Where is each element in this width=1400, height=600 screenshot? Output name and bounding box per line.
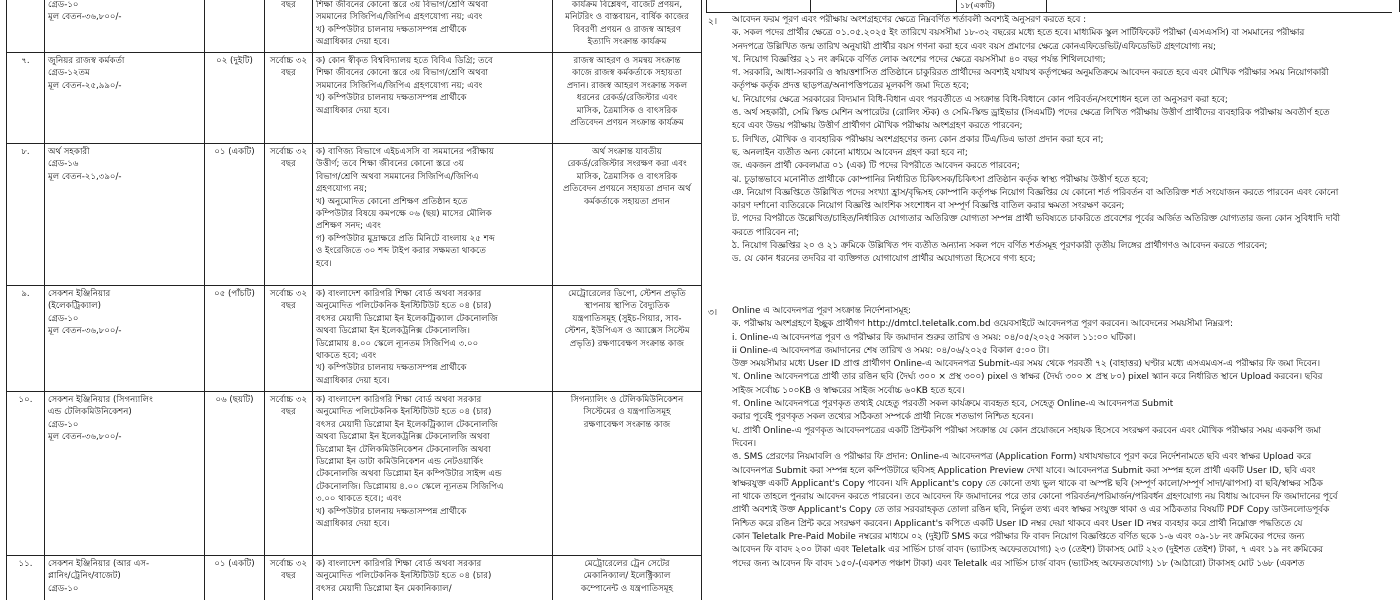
instruction-line: ঙ. SMS প্রেরণের নিয়মাবলি ও পরীক্ষার ফি প্রদান: Online-এ আবেদনপত্র (Application Form) যথাযথভাবে পূরণ করে নির্দেশনামতে ছবি এবং স্বাক্ষর Upload করে <box>732 452 1312 463</box>
qualification-line: কম্পিউটার বিষয়ে কমপক্ষে ০৬ (ছয়) মাসের মৌলিক <box>316 209 492 220</box>
qualification-line: খ) অনুমোদিত কোনো প্রশিক্ষণ প্রতিষ্ঠান হতে <box>316 196 468 207</box>
post-count: ০৫ (পাঁচটি) <box>204 286 264 392</box>
job-duties-line: মাসিক, ত্রৈমাসিক ও বাৎসরিক <box>576 105 678 116</box>
post-count: ০১ (একটি) <box>204 144 264 286</box>
section-3-online-instructions <box>732 305 1394 571</box>
qualification-line: বৎসর মেয়াদী ডিপ্লোমা ইন মেকানিক্যাল/ <box>316 583 452 594</box>
post-name-line: গ্রেড-১০ <box>48 583 79 594</box>
post-name-line: অর্থ সহকারী <box>48 147 90 157</box>
post-count: ০২ (দুইটি) <box>204 53 264 144</box>
age-limit: সর্বোচ্চ ৩২ বছর <box>264 286 312 392</box>
post-name <box>44 392 204 556</box>
instruction-line: গ. Online আবেদনপত্রে পূরণকৃত তথ্যই যেহেতু পরবর্তী সকল কার্যক্রমে ব্যবহৃত হবে, সেহেতু Online-এ আবেদনপত্র Submit <box>732 399 1174 410</box>
instruction-line: ট. পদের বিপরীতে উল্লেখিত/চাহিত/নির্ধারিত যোগ্যতার অতিরিক্ত যোগ্যতা সম্পন্ন প্রার্থী ভবিষ্যতে চাকরিতে প্রবেশের পূর্বের অর্জিত অতিরিক্ত যোগ্যতার জন্য কোন সুবিধাদি দাবী <box>732 214 1341 225</box>
post-name-line: মূল বেতন-২১,৩৯০/- <box>48 171 122 182</box>
job-duties-line: যন্ত্রপাতিসমূহ (সুইচ-গিয়ার, সাব- <box>572 313 682 324</box>
instruction-line: জ. একজন প্রার্থী কেবলমাত্র ০১ (এক) টি পদের বিপরীতে আবেদন করতে পারবেন; <box>732 161 1020 172</box>
job-duties-line: কর্মকর্তাকে সহায়তা প্রদান <box>584 196 670 207</box>
table-cell-count: ১৮(একটি) <box>956 0 1023 12</box>
post-name-line: মূল বেতন-৩৬,৮০০/- <box>48 432 122 443</box>
qualification-line: ক) কোন স্বীকৃত বিশ্ববিদ্যালয় হতে বিবিএ ডিগ্রি; তবে <box>316 56 493 66</box>
instruction-line: প্রার্থী অবশ্যই উক্ত Applicant's Copy তে তার সরবরাহকৃত তোলা রঙিন ছবি, নির্ভুল তথ্য এবং স্বাক্ষর সংযুক্ত থাকা ও এর সঠিকতার বিষয়টি PDF Copy ডাউনলোডপূর্বক <box>732 505 1330 516</box>
qualification-line: থাকতে হবে; এবং <box>316 351 377 362</box>
instruction-line: ছ. অনলাইন ব্যতীত অন্য কোনো মাধ্যমে আবেদন গ্রহণ করা হবে না; <box>732 147 968 158</box>
job-duties-line: প্রদান। রাজস্ব আহরণ সংক্রান্ত সকল <box>566 80 688 91</box>
instruction-line: গ. সরকারি, আধা-সরকারি ও স্বায়ত্তশাসিত প্রতিষ্ঠানে চাকুরিরত প্রার্থীদের অবশ্যই যথাযথ কর্তৃপক্ষের অনুমতিক্রমে আবেদন করতে হবে এবং মৌখিক পরীক্ষার সময় নিয়োগকারী <box>732 68 1329 79</box>
job-duties-line: অর্থ সংক্রান্ত যাবতীয় <box>592 147 662 157</box>
instruction-line: ঙ. অর্থ সহকারী, সেমি স্কিল্ড মেশিন অপারেটর (রোলিং স্টক) ও সেমি-স্কিল্ড ড্রাইভার (সিএমটি) পদের ক্ষেত্রে লিখিত পরীক্ষায় উত্তীর্ণ প্রার্থীদের ব্যবহারিক পরীক্ষায় অবতীর্ণ হতে <box>732 108 1330 119</box>
instruction-line: ঘ. প্রার্থী Online-এ পূরণকৃত আবেদনপত্রের একটি প্রিন্টকপি পরীক্ষা সংক্রান্ত যে কোন প্রয়োজনে সহায়ক হিসেবে সংরক্ষণ করবেন এবং মৌখিক পরীক্ষার সময় এককপি জমা <box>732 425 1321 436</box>
job-duties-line: ইত্যাদি সংক্রান্ত কার্যক্রম <box>587 37 667 48</box>
post-name-line: গ্রেড-১২তম <box>48 68 90 79</box>
age-limit: সর্বোচ্চ ৩২ বছর <box>264 556 312 600</box>
table-row <box>6 143 702 286</box>
table-row <box>6 555 702 600</box>
qualification-line: ডিপ্লোমা ইন ডাটা কমিউনিকেশন এন্ড নেটওয়ার্কিং <box>316 457 484 468</box>
job-duties-line: কার্যক্রম বিশ্লেষণ, বাজেট প্রণয়ন, <box>571 0 683 10</box>
qualification-line: অথবা ডিপ্লোমা ইন ইলেকট্রনিক্স টেকনোলজি অথবা <box>316 432 490 443</box>
instruction-line: পদের জন্য আবেদন ফি বাবদ ১৫০/-(একশত পঞ্চাশ টাকা) এবং Teletalk এর সার্ভিস চার্জ বাবদ (ভ্যাটসহ অফেরতযোগ্য) ১৮ (আঠারো) টাকাসহ মোট ১৬৮ (একশত <box>732 558 1305 569</box>
job-duties-line: স্টেশন, ইউপিএস ও অ্যাক্সেস সিস্টেম <box>564 326 690 337</box>
qualification-line: হবে। <box>316 258 332 269</box>
instructions-column <box>706 0 1400 600</box>
section-number: ৩। <box>708 308 718 318</box>
post-name <box>44 286 204 392</box>
qualification-line: ডিপ্লোমা ইন টেলিকমিউনিকেশন টেকনোলজি অথবা <box>316 444 491 455</box>
qualification-line: অনুমোদিত পলিটেকনিক ইনস্টিটিউট হতে ০৪ (চার) <box>316 301 492 312</box>
serial-number: ১০. <box>6 392 44 556</box>
table-cell <box>706 0 733 12</box>
table-cell <box>810 0 937 12</box>
instruction-line: কারণ দর্শানো ব্যতিরেকে নিয়োগ বিজ্ঞপ্তি আংশিক সংশোধন বা সম্পূর্ণ বিজ্ঞপ্তি বাতিল করার ক্ষমতা সংরক্ষণ করেন; <box>732 201 1125 212</box>
instruction-line: কর্তৃপক্ষ কর্তৃক প্রদত্ত ছাড়পত্র/অনাপত্তিপত্রের মূলকপি জমা দিতে হবে; <box>732 81 970 92</box>
qualification <box>312 286 552 392</box>
qualification-line: ও ইংরেজিতে ৩০ শব্দ টাইপ করার সক্ষমতা থাকতে <box>316 246 486 257</box>
job-duties <box>552 144 702 286</box>
qualification-line: ক) বাংলাদেশ কারিগরি শিক্ষা বোর্ড অথবা সরকার <box>316 289 482 299</box>
post-count <box>204 0 264 53</box>
qualification <box>312 556 552 600</box>
age-limit: সর্বোচ্চ ৩২ বছর <box>264 144 312 286</box>
serial-number: ১১. <box>6 556 44 600</box>
qualification-line: ক) বাণিজ্য বিভাগে এইচএসসি বা সমমানের পরীক্ষায় <box>316 147 494 157</box>
serial-number: ৭. <box>6 53 44 144</box>
qualification-line: অগ্রাধিকার দেয়া হবে। <box>316 105 390 116</box>
post-name <box>44 0 204 53</box>
post-name-line: গ্রেড-১০ <box>48 0 79 10</box>
qualification <box>312 0 552 53</box>
job-duties-line: প্রভৃতি) রক্ষণাবেক্ষণ সংক্রান্ত কাজ <box>569 338 685 349</box>
job-duties-line: প্রতিবেদন প্রণয়ন সংক্রান্ত কার্যক্রম <box>570 118 684 129</box>
qualification-line: সমমানের সিজিপিএ/জিপিএ গ্রহণযোগ্য নয়; এবং <box>316 80 483 91</box>
age-limit: সর্বোচ্চ ৩২ বছর <box>264 53 312 144</box>
job-duties <box>552 286 702 392</box>
instruction-line: সনদপত্রে উল্লিখিত জন্ম তারিখ অনুযায়ী প্রার্থীর বয়স গণনা করা হবে এবং বয়স প্রমাণের ক্ষেত্রে কোনএফিডেভিট/এফিডেভিট গ্রহণযোগ্য নয়; <box>732 41 1217 52</box>
post-name-line: জুনিয়র রাজস্ব কর্মকর্তা <box>48 56 125 66</box>
job-duties-line: কাজে রাজস্ব কর্মকর্তাকে সহায়তা <box>572 68 682 79</box>
instruction-line: খ. নিয়োগ বিজ্ঞপ্তির ২১ নং ক্রমিকে বর্ণিত লোক অংশের পদের ক্ষেত্রে বয়সসীমা ৪০ বছর পর্যন্ত শিথিলযোগ্য; <box>732 54 1106 65</box>
qualification-line: অগ্রাধিকার দেয়া হবে। <box>316 375 390 386</box>
qualification-line: সমমানের সিজিপিএ/জিপিএ গ্রহণযোগ্য নয়; এবং <box>316 12 483 23</box>
post-name-line: সেকশন ইঞ্জিনিয়ার <box>48 289 111 299</box>
serial-number <box>6 0 44 53</box>
instruction-line: ঞ. নিয়োগ বিজ্ঞপ্তিতে উল্লিখিত পদের সংখ্যা হ্রাস/বৃদ্ধিসহ কোম্পানি কর্তৃপক্ষ নিয়োগ বিজ্ঞপ্তির যে কোনো শর্ত পরিবর্তন বা অতিরিক্ত শর্ত সংযোজন করতে পারবেন এবং কোনো <box>732 187 1339 198</box>
instruction-line: ii Online-এ আবেদনপত্র জমাদানের শেষ তারিখ ও সময়: ০৪/০৬/২০২৫ বিকাল ৫:০০ টা। <box>732 345 1050 356</box>
instruction-line: সাইজ সর্বোচ্চ ১০০KB ও স্বাক্ষরের সাইজ সর্বোচ্চ ৬০KB হতে হবে। <box>732 385 965 396</box>
post-name-line: (ইলেকট্রিক্যাল) <box>48 301 102 312</box>
qualification-line: ৩.০০ থাকতে হবে।; এবং <box>316 494 402 505</box>
job-duties-line: মেকানিক্যাল/ ইলেক্ট্রিক্যাল <box>583 571 671 582</box>
post-name-line: প্লানিং/ট্রেনিং/বাজেট) <box>48 571 121 582</box>
qualification-line: টেকনোলজি অথবা ডিপ্লোমা ইন কম্পিউটার সাইন্স এন্ড <box>316 469 502 480</box>
job-duties-line: সিস্টেমের ও যন্ত্রপাতিসমূহ <box>583 407 671 418</box>
qualification-line: উত্তীর্ণ; তবে শিক্ষা জীবনের কোনো স্তরে ৩য় <box>316 159 464 170</box>
instruction-line: করতে পারিবেন না; <box>732 227 800 238</box>
job-duties <box>552 556 702 600</box>
qualification-line: গ্রহণযোগ্য নয়; <box>316 184 367 195</box>
job-duties <box>552 0 702 53</box>
table-row <box>6 391 702 556</box>
instruction-line: চ. লিখিত, মৌখিক ও ব্যবহারিক পরীক্ষায় অংশগ্রহণের জন্য কোন প্রকার টিএ/ডিএ ভাতা প্রদান করা হবে না; <box>732 134 1104 145</box>
instruction-line: কোন Teletalk Pre-Paid Mobile নম্বরের মাধ্যমে ০২ (দুই)টি SMS করে পরীক্ষার ফি বাবদ নিয়োগ বিজ্ঞপ্তিতে বর্ণিত ছকে ১-৬ এবং ০৯-১৮ নং ক্রমিকের পদের জন্য <box>732 532 1305 543</box>
qualification-line: টেকনোলজি। ডিপ্লোমায় ৪.০০ স্কেলে ন্যূনতম সিজিপিএ <box>316 481 504 492</box>
post-table <box>6 0 702 600</box>
qualification-line: খ) কম্পিউটার চালনায় দক্ষতাসম্পন্ন প্রার্থীকে <box>316 506 467 517</box>
instruction-line: ঘ. নিয়োগের ক্ষেত্রে সরকারের বিদ্যমান বিধি-বিধান এবং পরবর্তীতে এ সংক্রান্ত বিধি-বিধানে কোন পরিবর্তন/সংশোধন হলে তা অনুসরণ করা হবে; <box>732 94 1228 105</box>
qualification <box>312 53 552 144</box>
qualification-line: ক) বাংলাদেশ কারিগরি শিক্ষা বোর্ড অথবা সরকার <box>316 395 482 405</box>
post-count: ০১ (একটি) <box>204 556 264 600</box>
post-name-line: মূল বেতন-৩৬,৮০০/- <box>48 326 122 337</box>
qualification-line: প্রশিক্ষণ সনদ; এবং <box>316 221 381 232</box>
job-duties-line: মেট্রোরেলের ডিপো, স্টেশন প্রভৃতি <box>568 289 686 299</box>
age-limit: সর্বোচ্চ ৩২ বছর <box>264 392 312 556</box>
job-duties-line: রাজস্ব আহরণ ও সমন্বয় সংক্রান্ত <box>573 56 681 66</box>
job-duties-line: প্রতিবেদন প্রণয়নে সহায়তা প্রদান অর্থ <box>563 184 691 195</box>
job-duties-line: রেকর্ড/রেজিস্টার সংরক্ষণ করা এবং <box>567 159 687 170</box>
instruction-line: খ. Online আবেদনপত্রে প্রার্থী তার রঙিন ছবি (দৈর্ঘ্য ৩০০ × প্রস্থ ৩০০) pixel ও স্বাক্ষর (দৈর্ঘ্য ৩০০ × প্রস্থ ৮০) pixel স্ক্যান করে নির্ধারিত স্থানে Upload করবেন। ছবির <box>732 372 1323 383</box>
instruction-line: করার পূর্বেই পূরণকৃত সকল তথ্যের সঠিকতা সম্পর্কে প্রার্থী নিজে শতভাগ নিশ্চিত হবেন। <box>732 412 1034 423</box>
qualification-line: অনুমোদিত পলিটেকনিক ইনস্টিটিউট হতে ০৪ (চার) <box>316 571 492 582</box>
instruction-line: স্বাক্ষরযুক্ত একটি Applicant's Copy পাবেন। যদি Applicant's copy তে কোনো তথ্য ভুল থাকে বা অস্পষ্ট ছবি (সম্পূর্ণ কালো/সম্পূর্ণ সাদা/ঝাপসা) বা ছবি/স্বাক্ষর সঠিক <box>732 478 1323 489</box>
instruction-line: নিশ্চিত করে রঙিন প্রিন্ট করে সংরক্ষণ করবেন। Applicant's কপিতে একটি User ID নম্বর দেয়া থাকবে এবং User ID নম্বর ব্যবহার করে প্রার্থী নিম্নোক্ত পদ্ধতিতে যে <box>732 518 1303 529</box>
instruction-line: i. Online-এ আবেদনপত্র পূরণ ও পরীক্ষার ফি জমাদান শুরুর তারিখ ও সময়: ০৪/০৫/২০২৫ সকাল ১১:০০ ঘটিকা। <box>732 332 1136 343</box>
qualification-line: অথবা ডিপ্লোমা ইন ইলেকট্রনিক্স টেকনোলজি। <box>316 326 470 337</box>
post-name-line: গ্রেড-১০ <box>48 313 79 324</box>
job-duties <box>552 53 702 144</box>
instruction-line: ক. সকল পদের প্রার্থীর ক্ষেত্রে ০১.০৫.২০২৫ ইং তারিখে বয়সসীমা ১৮-৩২ বছরের মধ্যে হতে হবে। মাধ্যমিক স্কুল সার্টিফিকেট পরীক্ষা (এসএসসি) বা সমমানের পরীক্ষার <box>732 28 1305 39</box>
post-name <box>44 53 204 144</box>
instruction-line: উক্ত সময়সীমার মধ্যে User ID প্রাপ্ত প্রার্থীগণ Online-এ আবেদনপত্র Submit-এর সময় থেকে পরবর্তী ৭২ (বাহাত্তর) ঘণ্টার মধ্যে এসএমএস-এ পরীক্ষার ফি জমা দিবেন। <box>732 359 1321 370</box>
job-duties-line: কম্পোনেন্ট ও যন্ত্রপাতিসমূহ <box>580 583 674 594</box>
section-2-conditions <box>732 14 1394 267</box>
table-row <box>6 52 702 144</box>
post-count: ০৬ (ছয়টি) <box>204 392 264 556</box>
job-duties-line: বিবরণী প্রণয়ন ও রাজস্ব আহরণ <box>572 24 682 35</box>
post-name-line: গ্রেড-১৬ <box>48 159 79 170</box>
table-row <box>6 0 702 53</box>
instruction-line: না থাকে তাহলে পুনরায় আবেদন করতে পারবেন। তবে আবেদন ফি জমাদানের পরে তার কোনো পরিবর্তন/পরিমার্জন/পরিবর্ধন গ্রহণযোগ্য নয় বিধায় আবেদন ফি জমাদানের পূর্বে <box>732 492 1338 503</box>
qualification-line: খ) কম্পিউটার চালনায় দক্ষতাসম্পন্ন প্রার্থীকে <box>316 93 467 104</box>
age-limit: বছর <box>264 0 312 53</box>
table-cell <box>1046 0 1400 12</box>
instruction-line: আবেদনপত্র Submit করা সম্পন্ন হলে কম্পিউটারে ছবিসহ Application Preview দেখা যাবে। আবেদনপত্র Submit করা সম্পন্ন হলে প্রার্থী একটি User ID, ছবি এবং <box>732 465 1316 476</box>
instruction-line: হবে এবং উভয় পরীক্ষায় উত্তীর্ণ প্রার্থীগণ মৌখিক পরীক্ষায় অংশগ্রহণ করতে পারবেন; <box>732 121 1023 132</box>
qualification <box>312 392 552 556</box>
qualification-line: গ) কম্পিউটার মুদ্রাক্ষরে প্রতি মিনিটে বাংলায় ২৫ শব্দ <box>316 233 495 244</box>
post-name-line: মূল বেতন-৩৬,৮০০/- <box>48 12 122 23</box>
previous-table-bottom-row <box>706 0 1392 13</box>
job-duties-line: মেট্রোরেলের ট্রেন সেটের <box>584 559 670 569</box>
instruction-line: ক. পরীক্ষায় অংশগ্রহণে ইচ্ছুক প্রার্থীগণ http://dmtcl.teletalk.com.bd ওয়েবসাইটে আবেদনপত্র পূরণ করবেন। আবেদনের সময়সীমা নিম্নরূপ: <box>732 319 1233 330</box>
instruction-line: ঠ. নিয়োগ বিজ্ঞপ্তির ২০ ও ২১ ক্রমিকে উল্লিখিত পদ ব্যতীত অন্যান্য সকল পদে বর্ণিত শর্তসমূহ পূরণকারী তৃতীয় লিঙ্গের প্রার্থীগণও আবেদন করতে পারবেন; <box>732 241 1268 252</box>
qualification-line: বিভাগ/শ্রেণি অথবা সমমানের সিজিপিএ/জিপিএ <box>316 171 479 182</box>
instruction-line: ঝ. চূড়ান্তভাবে মনোনীত প্রার্থীকে কোম্পানির নির্ধারিত চিকিৎসক/চিকিৎসা প্রতিষ্ঠান কর্তৃক স্বাস্থ্য পরীক্ষায় উত্তীর্ণ হতে হবে; <box>732 174 1149 185</box>
job-duties-line: মাসিক, ত্রৈমাসিক ও বাৎসরিক <box>576 171 678 182</box>
qualification-line: খ) কম্পিউটার চালনায় দক্ষতাসম্পন্ন প্রার্থীকে <box>316 24 467 35</box>
qualification-line: খ) কম্পিউটার চালনায় দক্ষতাসম্পন্ন প্রার্থীকে <box>316 363 467 374</box>
qualification-line: অনুমোদিত পলিটেকনিক ইনস্টিটিউট হতে ০৪ (চার) <box>316 407 492 418</box>
qualification-line: শিক্ষা জীবনের কোনো স্তরে ৩য় বিভাগ/শ্রেণি অথবা <box>316 68 489 79</box>
post-name-line: গ্রেড-১০ <box>48 419 79 430</box>
post-name-line: মূল বেতন-২৫,৯৯০/- <box>48 80 122 91</box>
post-name-line: সেকশন ইঞ্জিনিয়ার (সিগন্যালিং <box>48 395 153 405</box>
qualification-line: অগ্রাধিকার দেয়া হবে। <box>316 37 390 48</box>
instruction-line: আবেদন ফরম পূরণ এবং পরীক্ষায় অংশগ্রহণের ক্ষেত্রে নিম্নবর্ণিত শর্তাবলী অবশ্যই অনুসরণ করতে হবে : <box>732 15 1087 25</box>
post-name-line: এন্ড টেলিকমিউনিকেশন) <box>48 407 132 418</box>
qualification-line: শিক্ষা জীবনের কোনো স্তরে ৩য় বিভাগ/শ্রেণি অথবা <box>316 0 489 10</box>
qualification-line: ডিপ্লোমায় ৪.০০ স্কেলে ন্যূনতম সিজিপিএ ৩.০০ <box>316 338 479 349</box>
post-name-line: সেকশন ইঞ্জিনিয়ার (আর এস- <box>48 559 150 569</box>
qualification-line: ক) বাংলাদেশ কারিগরি শিক্ষা বোর্ড অথবা সরকার <box>316 559 482 569</box>
job-duties-line: মনিটরিং ও বাস্তবায়ন, বার্ষিক কাজের <box>565 12 689 23</box>
table-row <box>6 285 702 392</box>
instruction-line: ড. যে কোন ধরনের তদবির বা ব্যক্তিগত যোগাযোগ প্রার্থীর অযোগ্যতা হিসেবে গণ্য হবে; <box>732 254 1036 265</box>
instruction-line: দিবেন। <box>732 438 756 449</box>
job-duties <box>552 392 702 556</box>
instruction-line: আবেদন ফি বাবদ ২০০ টাকা এবং Teletalk এর সার্ভিস চার্জ বাবদ (ভ্যাটসহ অফেরতযোগ্য) ২৩ (তেইশ) টাকাসহ মোট ২২৩ (দুইশত তেইশ) টাকা, ৭ এবং ১৯ নং ক্রমিকের <box>732 545 1323 556</box>
section-number: ২। <box>708 17 718 27</box>
job-duties-line: রক্ষণাবেক্ষণ সংক্রান্ত কাজ <box>583 419 671 430</box>
qualification-line: বৎসর মেয়াদী ডিপ্লোমা ইন ইলেকট্রিক্যাল টেকনোলজি <box>316 313 498 324</box>
job-duties-line: সিগন্যালিং ও টেলিকমিউনিকেশন <box>570 395 684 405</box>
post-name <box>44 144 204 286</box>
serial-number: ৮. <box>6 144 44 286</box>
job-duties-line: ধরনের রেকর্ড/রেজিস্টার এবং <box>576 93 678 104</box>
post-name <box>44 556 204 600</box>
job-duties-line: স্থাপনায় স্থাপিত বৈদ্যুতিক <box>584 301 670 312</box>
qualification <box>312 144 552 286</box>
qualification-line: বৎসর মেয়াদী ডিপ্লোমা ইন ইলেকট্রিক্যাল টেকনোলজি <box>316 419 498 430</box>
serial-number: ৯. <box>6 286 44 392</box>
instruction-line: Online এ আবেদনপত্র পূরণ সংক্রান্ত নির্দেশনাসমূহ: <box>732 306 911 316</box>
qualification-line: অগ্রাধিকার দেয়া হবে। <box>316 519 390 530</box>
